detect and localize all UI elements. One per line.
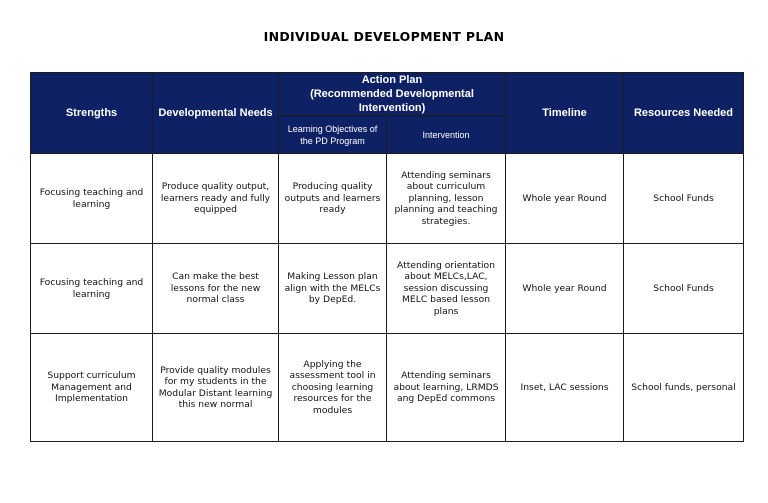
cell-timeline: Inset, LAC sessions	[506, 334, 624, 442]
cell-learning-objectives: Applying the assessment tool in choosing learning resources for the modules	[279, 334, 387, 442]
header-intervention: Intervention	[387, 116, 506, 154]
cell-intervention: Attending orientation about MELCs,LAC, session discussing MELC based lesson plans	[387, 244, 506, 334]
table-row	[31, 154, 744, 244]
header-action-plan	[279, 73, 506, 116]
cell-developmental-needs: Can make the best lessons for the new normal class	[153, 244, 279, 334]
header-timeline: Timeline	[506, 73, 624, 154]
development-plan-table	[30, 72, 744, 442]
cell-developmental-needs: Provide quality modules for my students in the Modular Distant learning this new normal	[153, 334, 279, 442]
cell-strengths: Focusing teaching and learning	[31, 244, 153, 334]
cell-strengths: Support curriculum Management and Implementation	[31, 334, 153, 442]
header-action-plan-title: Action Plan	[361, 74, 423, 86]
cell-resources: School funds, personal	[624, 334, 744, 442]
table-row	[31, 244, 744, 334]
cell-resources: School Funds	[624, 244, 744, 334]
header-action-plan-subtitle: (Recommended Developmental Intervention)	[310, 88, 474, 114]
header-row-top	[31, 73, 744, 116]
cell-timeline: Whole year Round	[506, 244, 624, 334]
cell-intervention: Attending seminars about learning, LRMDS ang DepEd commons	[387, 334, 506, 442]
page-title: INDIVIDUAL DEVELOPMENT PLAN	[263, 29, 505, 44]
cell-timeline: Whole year Round	[506, 154, 624, 244]
cell-learning-objectives: Making Lesson plan align with the MELCs by DepEd.	[279, 244, 387, 334]
cell-learning-objectives: Producing quality outputs and learners ready	[279, 154, 387, 244]
header-strengths: Strengths	[31, 73, 153, 154]
cell-strengths: Focusing teaching and learning	[31, 154, 153, 244]
table-row	[31, 334, 744, 442]
header-learning-objectives: Learning Objectives of the PD Program	[279, 116, 387, 154]
header-developmental-needs: Developmental Needs	[153, 73, 279, 154]
cell-developmental-needs: Produce quality output, learners ready and fully equipped	[153, 154, 279, 244]
header-resources-needed: Resources Needed	[624, 73, 744, 154]
cell-intervention: Attending seminars about curriculum planning, lesson planning and teaching strategies.	[387, 154, 506, 244]
cell-resources: School Funds	[624, 154, 744, 244]
